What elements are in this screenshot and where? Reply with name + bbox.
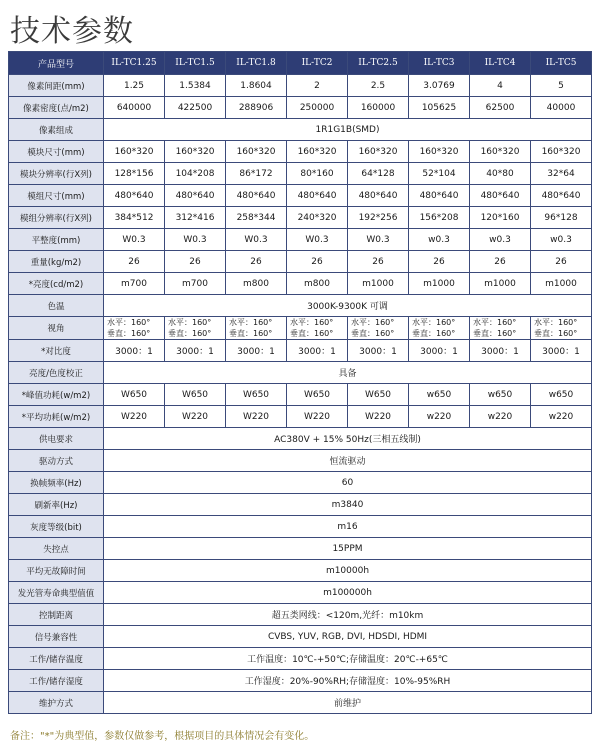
table-row bbox=[9, 185, 592, 207]
table-cell bbox=[409, 317, 470, 340]
table-row bbox=[9, 384, 592, 406]
cell-line: 垂直：160° bbox=[168, 329, 212, 338]
table-row bbox=[9, 406, 592, 428]
table-row bbox=[9, 75, 592, 97]
row-label: 色温 bbox=[9, 295, 104, 317]
table-cell bbox=[226, 317, 287, 340]
table-cell: 3000：1 bbox=[287, 340, 348, 362]
cell-line: 垂直：160° bbox=[229, 329, 273, 338]
row-label: 发光管寿命典型值值 bbox=[9, 582, 104, 604]
cell-line: 水平：160° bbox=[168, 318, 212, 327]
row-value: 60 bbox=[104, 472, 592, 494]
table-cell: 160*320 bbox=[470, 141, 531, 163]
header-model: IL-TC2.5 bbox=[348, 52, 409, 75]
table-cell: 160*320 bbox=[104, 141, 165, 163]
row-value: m10000h bbox=[104, 560, 592, 582]
table-cell: 160*320 bbox=[165, 141, 226, 163]
table-cell: 26 bbox=[226, 251, 287, 273]
table-cell: w650 bbox=[470, 384, 531, 406]
header-label: 产品型号 bbox=[9, 52, 104, 75]
cell-line: 水平：160° bbox=[473, 318, 517, 327]
table-row bbox=[9, 97, 592, 119]
table-cell: 480*640 bbox=[104, 185, 165, 207]
table-cell: 3000：1 bbox=[531, 340, 592, 362]
table-cell: m800 bbox=[287, 273, 348, 295]
table-row bbox=[9, 494, 592, 516]
table-cell: 86*172 bbox=[226, 163, 287, 185]
row-value: 3000K-9300K 可调 bbox=[104, 295, 592, 317]
table-cell bbox=[165, 317, 226, 340]
table-cell: W0.3 bbox=[104, 229, 165, 251]
cell-line: 垂直：160° bbox=[107, 329, 151, 338]
table-cell: W650 bbox=[104, 384, 165, 406]
table-cell: 312*416 bbox=[165, 207, 226, 229]
table-row bbox=[9, 229, 592, 251]
table-cell: 2.5 bbox=[348, 75, 409, 97]
table-cell: 480*640 bbox=[165, 185, 226, 207]
row-label: *平均功耗(w/m2) bbox=[9, 406, 104, 428]
table-cell: w650 bbox=[409, 384, 470, 406]
table-cell: 480*640 bbox=[226, 185, 287, 207]
table-body bbox=[9, 75, 592, 714]
table-cell: w220 bbox=[470, 406, 531, 428]
table-cell: W650 bbox=[165, 384, 226, 406]
table-cell: 250000 bbox=[287, 97, 348, 119]
table-cell: 640000 bbox=[104, 97, 165, 119]
table-cell: 3000：1 bbox=[470, 340, 531, 362]
table-cell: 26 bbox=[287, 251, 348, 273]
table-cell: 26 bbox=[531, 251, 592, 273]
table-cell: 1.8604 bbox=[226, 75, 287, 97]
table-cell: 40*80 bbox=[470, 163, 531, 185]
table-row bbox=[9, 273, 592, 295]
table-cell: 480*640 bbox=[348, 185, 409, 207]
table-cell: 240*320 bbox=[287, 207, 348, 229]
table-row bbox=[9, 295, 592, 317]
row-label: 工作/储存湿度 bbox=[9, 670, 104, 692]
table-cell: m700 bbox=[165, 273, 226, 295]
table-header-row bbox=[9, 52, 592, 75]
table-cell: m1000 bbox=[409, 273, 470, 295]
row-value: 15PPM bbox=[104, 538, 592, 560]
cell-line: 水平：160° bbox=[534, 318, 578, 327]
header-model: IL-TC4 bbox=[470, 52, 531, 75]
cell-line: 水平：160° bbox=[107, 318, 151, 327]
table-cell: W650 bbox=[348, 384, 409, 406]
table-cell bbox=[470, 317, 531, 340]
table-cell: 3000：1 bbox=[165, 340, 226, 362]
row-label: 模组尺寸(mm) bbox=[9, 185, 104, 207]
table-cell: 26 bbox=[470, 251, 531, 273]
table-cell bbox=[104, 317, 165, 340]
row-label: *对比度 bbox=[9, 340, 104, 362]
row-value: 超五类网线：<120m,光纤：m10km bbox=[104, 604, 592, 626]
table-cell: W0.3 bbox=[165, 229, 226, 251]
table-cell bbox=[531, 317, 592, 340]
cell-line: 水平：160° bbox=[412, 318, 456, 327]
row-value: 恒流驱动 bbox=[104, 450, 592, 472]
row-label: 刷新率(Hz) bbox=[9, 494, 104, 516]
cell-line: 垂直：160° bbox=[412, 329, 456, 338]
row-value: 1R1G1B(SMD) bbox=[104, 119, 592, 141]
table-cell: m800 bbox=[226, 273, 287, 295]
table-cell: 4 bbox=[470, 75, 531, 97]
row-label: 换帧频率(Hz) bbox=[9, 472, 104, 494]
table-cell: 288906 bbox=[226, 97, 287, 119]
table-cell: W220 bbox=[348, 406, 409, 428]
cell-line: 水平：160° bbox=[229, 318, 273, 327]
table-row bbox=[9, 560, 592, 582]
row-value: 前维护 bbox=[104, 692, 592, 714]
row-value: m16 bbox=[104, 516, 592, 538]
footnote: 备注："*"为典型值，参数仅做参考，根据项目的具体情况会有变化。 bbox=[10, 731, 315, 742]
table-cell: w0.3 bbox=[409, 229, 470, 251]
table-cell: w220 bbox=[531, 406, 592, 428]
table-cell: 480*640 bbox=[531, 185, 592, 207]
table-cell: 62500 bbox=[470, 97, 531, 119]
cell-line: 垂直：160° bbox=[290, 329, 334, 338]
row-value: 工作湿度：20%-90%RH;存储湿度：10%-95%RH bbox=[104, 670, 592, 692]
table-cell: m1000 bbox=[531, 273, 592, 295]
row-label: 像素组成 bbox=[9, 119, 104, 141]
table-cell: w650 bbox=[531, 384, 592, 406]
table-cell: 128*156 bbox=[104, 163, 165, 185]
row-label: 模块分辨率(行X列) bbox=[9, 163, 104, 185]
row-label: 控制距离 bbox=[9, 604, 104, 626]
table-cell: m1000 bbox=[470, 273, 531, 295]
table-cell: 26 bbox=[348, 251, 409, 273]
table-cell: 26 bbox=[165, 251, 226, 273]
page-title: 技术参数 bbox=[10, 14, 134, 49]
row-label: 驱动方式 bbox=[9, 450, 104, 472]
table-cell: 52*104 bbox=[409, 163, 470, 185]
table-cell: 5 bbox=[531, 75, 592, 97]
table-row bbox=[9, 670, 592, 692]
cell-line: 水平：160° bbox=[290, 318, 334, 327]
row-label: *亮度(cd/m2) bbox=[9, 273, 104, 295]
table-cell: 160*320 bbox=[226, 141, 287, 163]
table-cell: 64*128 bbox=[348, 163, 409, 185]
table-cell: 2 bbox=[287, 75, 348, 97]
table-cell: 160*320 bbox=[531, 141, 592, 163]
row-value: CVBS, YUV, RGB, DVI, HDSDI, HDMI bbox=[104, 626, 592, 648]
row-value: m100000h bbox=[104, 582, 592, 604]
table-row bbox=[9, 450, 592, 472]
table-cell: 156*208 bbox=[409, 207, 470, 229]
table-cell bbox=[348, 317, 409, 340]
row-value: 工作温度：10℃-+50℃;存储温度：20℃-+65℃ bbox=[104, 648, 592, 670]
table-cell: 160*320 bbox=[409, 141, 470, 163]
table-cell: W220 bbox=[165, 406, 226, 428]
table-cell: 120*160 bbox=[470, 207, 531, 229]
table-cell: 160*320 bbox=[348, 141, 409, 163]
cell-line: 垂直：160° bbox=[534, 329, 578, 338]
table-cell: 160000 bbox=[348, 97, 409, 119]
table-cell: 80*160 bbox=[287, 163, 348, 185]
table-row bbox=[9, 362, 592, 384]
table-cell: W220 bbox=[287, 406, 348, 428]
row-label: 供电要求 bbox=[9, 428, 104, 450]
table-cell: m700 bbox=[104, 273, 165, 295]
table-cell: 1.25 bbox=[104, 75, 165, 97]
table-cell: w0.3 bbox=[531, 229, 592, 251]
row-value: AC380V + 15% 50Hz(三相五线制) bbox=[104, 428, 592, 450]
table-cell: 3000：1 bbox=[409, 340, 470, 362]
table-cell: W0.3 bbox=[348, 229, 409, 251]
table-cell: 105625 bbox=[409, 97, 470, 119]
table-row bbox=[9, 340, 592, 362]
row-value: m3840 bbox=[104, 494, 592, 516]
table-cell: w220 bbox=[409, 406, 470, 428]
table-row bbox=[9, 163, 592, 185]
row-label: 视角 bbox=[9, 317, 104, 340]
table-cell: 26 bbox=[409, 251, 470, 273]
table-row bbox=[9, 141, 592, 163]
row-label: 像素密度(点/m2) bbox=[9, 97, 104, 119]
header-model: IL-TC3 bbox=[409, 52, 470, 75]
row-label: 维护方式 bbox=[9, 692, 104, 714]
table-row bbox=[9, 582, 592, 604]
table-row bbox=[9, 648, 592, 670]
table-cell: 96*128 bbox=[531, 207, 592, 229]
table-row bbox=[9, 516, 592, 538]
table-cell: 258*344 bbox=[226, 207, 287, 229]
row-label: 像素间距(mm) bbox=[9, 75, 104, 97]
spec-table bbox=[8, 51, 592, 714]
row-label: 亮度/色度校正 bbox=[9, 362, 104, 384]
table-cell: 384*512 bbox=[104, 207, 165, 229]
row-label: 失控点 bbox=[9, 538, 104, 560]
table-row bbox=[9, 317, 592, 340]
header-model: IL-TC2 bbox=[287, 52, 348, 75]
table-cell: 3000：1 bbox=[226, 340, 287, 362]
table-cell: 480*640 bbox=[287, 185, 348, 207]
table-row bbox=[9, 428, 592, 450]
table-cell: 480*640 bbox=[409, 185, 470, 207]
row-label: 模组分辨率(行X列) bbox=[9, 207, 104, 229]
table-cell bbox=[287, 317, 348, 340]
table-cell: 192*256 bbox=[348, 207, 409, 229]
table-row bbox=[9, 119, 592, 141]
table-cell: w0.3 bbox=[470, 229, 531, 251]
table-cell: m1000 bbox=[348, 273, 409, 295]
header-model: IL-TC1.5 bbox=[165, 52, 226, 75]
table-row bbox=[9, 538, 592, 560]
row-value: 具备 bbox=[104, 362, 592, 384]
row-label: 平整度(mm) bbox=[9, 229, 104, 251]
table-row bbox=[9, 604, 592, 626]
table-cell: 3000：1 bbox=[348, 340, 409, 362]
table-cell: W220 bbox=[226, 406, 287, 428]
row-label: *峰值功耗(w/m2) bbox=[9, 384, 104, 406]
row-label: 灰度等级(bit) bbox=[9, 516, 104, 538]
header-model: IL-TC5 bbox=[531, 52, 592, 75]
table-row bbox=[9, 472, 592, 494]
cell-line: 垂直：160° bbox=[351, 329, 395, 338]
header-model: IL-TC1.8 bbox=[226, 52, 287, 75]
table-row bbox=[9, 626, 592, 648]
table-cell: 1.5384 bbox=[165, 75, 226, 97]
row-label: 工作/储存温度 bbox=[9, 648, 104, 670]
table-cell: W650 bbox=[226, 384, 287, 406]
table-cell: 3000：1 bbox=[104, 340, 165, 362]
table-cell: 422500 bbox=[165, 97, 226, 119]
cell-line: 水平：160° bbox=[351, 318, 395, 327]
table-cell: W0.3 bbox=[226, 229, 287, 251]
table-cell: 160*320 bbox=[287, 141, 348, 163]
cell-line: 垂直：160° bbox=[473, 329, 517, 338]
table-cell: 40000 bbox=[531, 97, 592, 119]
table-cell: 480*640 bbox=[470, 185, 531, 207]
row-label: 模块尺寸(mm) bbox=[9, 141, 104, 163]
table-cell: W220 bbox=[104, 406, 165, 428]
row-label: 平均无故障时间 bbox=[9, 560, 104, 582]
table-row bbox=[9, 692, 592, 714]
table-cell: W0.3 bbox=[287, 229, 348, 251]
header-model: IL-TC1.25 bbox=[104, 52, 165, 75]
row-label: 重量(kg/m2) bbox=[9, 251, 104, 273]
table-cell: 32*64 bbox=[531, 163, 592, 185]
table-cell: 26 bbox=[104, 251, 165, 273]
table-row bbox=[9, 251, 592, 273]
row-label: 信号兼容性 bbox=[9, 626, 104, 648]
table-row bbox=[9, 207, 592, 229]
table-cell: 3.0769 bbox=[409, 75, 470, 97]
table-cell: 104*208 bbox=[165, 163, 226, 185]
table-cell: W650 bbox=[287, 384, 348, 406]
